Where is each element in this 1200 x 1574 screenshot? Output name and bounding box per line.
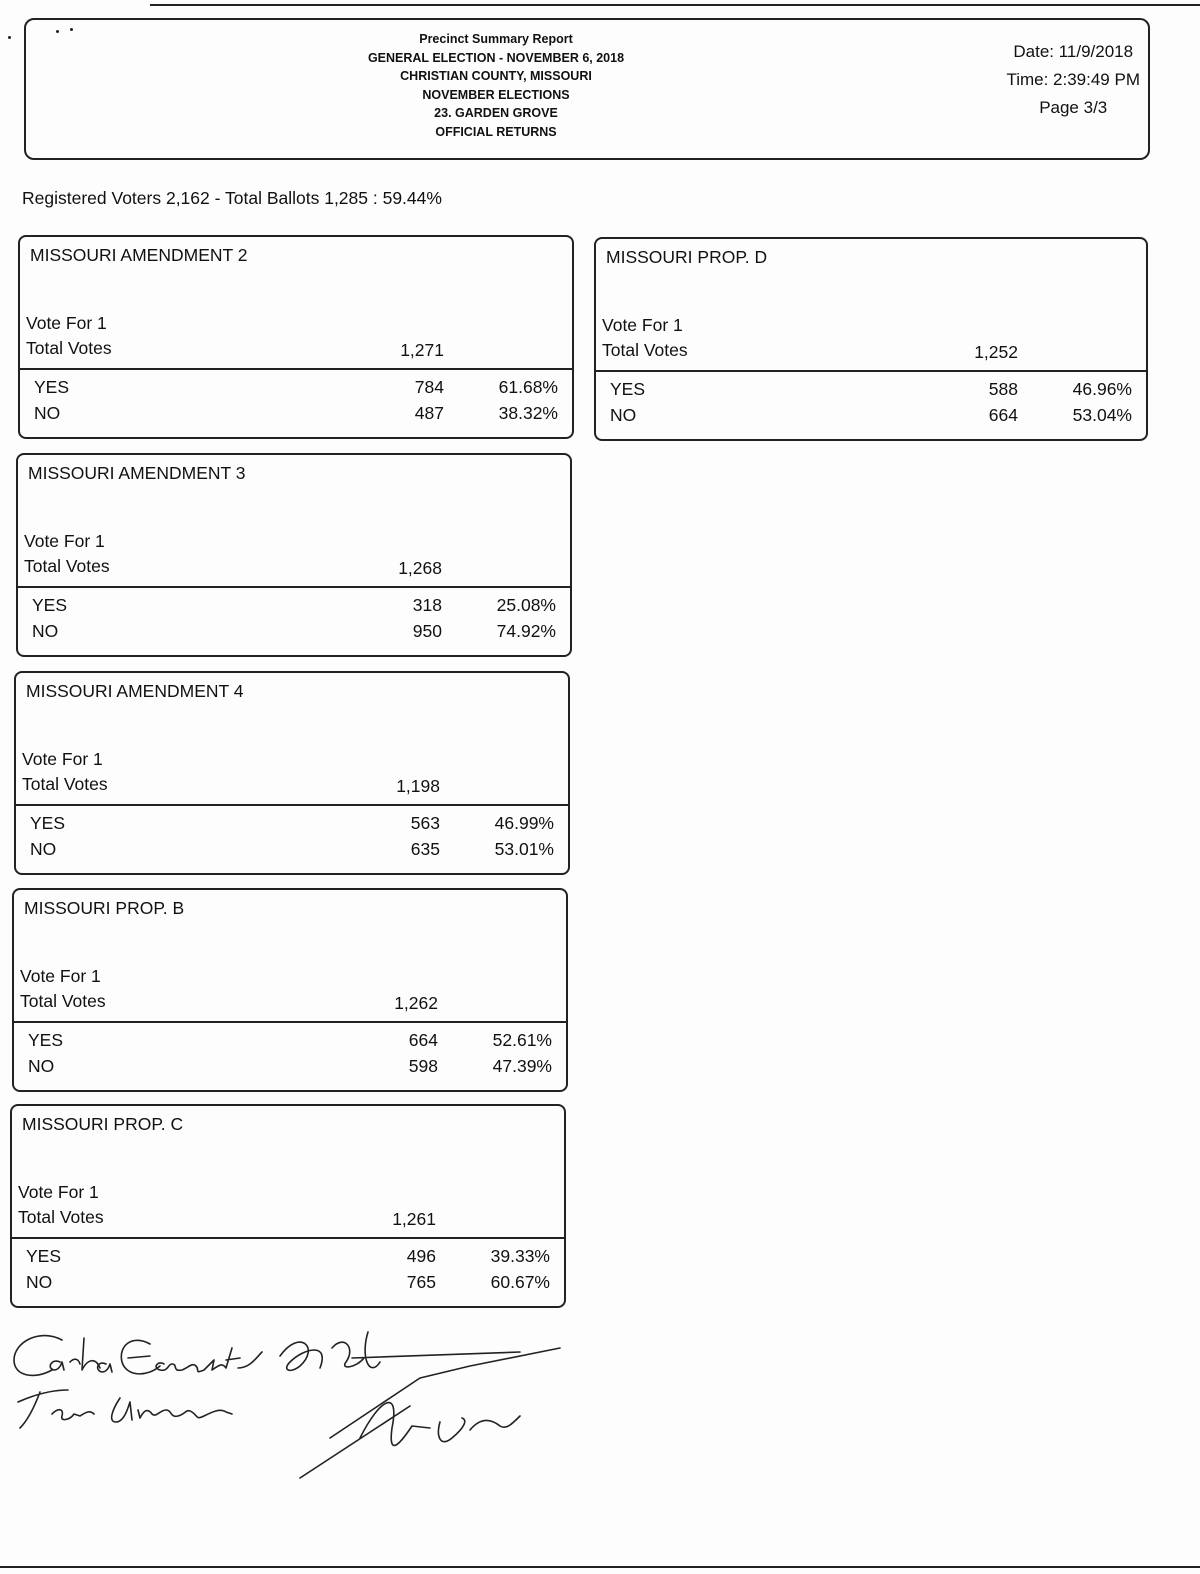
total-votes-label: Total Votes: [20, 991, 106, 1011]
choice-percent: 46.96%: [1072, 379, 1132, 399]
contest-title: MISSOURI AMENDMENT 4: [26, 681, 244, 701]
choice-label: NO: [610, 405, 637, 425]
choice-votes: 784: [414, 377, 444, 397]
choice-row: [14, 1030, 566, 1056]
contest-title: MISSOURI PROP. D: [606, 247, 768, 267]
choice-label: NO: [32, 621, 59, 641]
choice-percent: 60.67%: [490, 1272, 550, 1292]
choice-votes: 664: [408, 1030, 438, 1050]
choice-row: [14, 1056, 566, 1082]
divider: [16, 804, 568, 806]
contest-prop-c: [10, 1104, 566, 1308]
choice-votes: 318: [412, 595, 442, 615]
report-date: Date: 11/9/2018: [1013, 42, 1134, 61]
contest-title: MISSOURI AMENDMENT 2: [30, 245, 248, 265]
scan-speck: [8, 36, 11, 39]
precinct-name: 23. GARDEN GROVE: [434, 106, 558, 120]
report-meta: [1006, 38, 1140, 122]
election-group: NOVEMBER ELECTIONS: [422, 87, 570, 102]
choice-votes: 598: [408, 1056, 438, 1076]
total-votes-label: Total Votes: [602, 340, 688, 360]
total-votes-value: 1,261: [392, 1209, 436, 1229]
contest-amendment-4: [14, 671, 570, 875]
contest-title: MISSOURI AMENDMENT 3: [28, 463, 246, 483]
choice-row: [12, 1246, 564, 1272]
choice-votes: 765: [406, 1272, 436, 1292]
choice-percent: 53.01%: [494, 839, 554, 859]
choice-row: [12, 1272, 564, 1298]
vote-for: Vote For 1: [18, 1182, 99, 1202]
choice-percent: 53.04%: [1072, 405, 1132, 425]
choice-percent: 74.92%: [496, 621, 556, 641]
total-votes-value: 1,268: [398, 558, 442, 578]
page-number: Page 3/3: [1039, 98, 1108, 117]
returns-type: OFFICIAL RETURNS: [435, 124, 557, 139]
total-votes-value: 1,271: [400, 340, 444, 360]
choice-votes: 664: [988, 405, 1018, 425]
choice-percent: 46.99%: [494, 813, 554, 833]
choice-percent: 61.68%: [498, 377, 558, 397]
vote-for: Vote For 1: [22, 749, 103, 769]
divider: [18, 586, 570, 588]
total-votes-value: 1,252: [974, 342, 1018, 362]
choice-row: [20, 403, 572, 429]
choice-row: [16, 813, 568, 839]
choice-percent: 38.32%: [498, 403, 558, 423]
total-votes-label: Total Votes: [22, 774, 108, 794]
total-votes-label: Total Votes: [18, 1207, 104, 1227]
total-votes-label: Total Votes: [26, 338, 112, 358]
bottom-rule: [0, 1566, 1200, 1568]
choice-percent: 47.39%: [492, 1056, 552, 1076]
handwritten-signatures: [0, 1318, 600, 1488]
signature-4: [300, 1348, 560, 1478]
choice-percent: 39.33%: [490, 1246, 550, 1266]
vote-for: Vote For 1: [26, 313, 107, 333]
choice-row: [18, 595, 570, 621]
top-rule: [150, 4, 1200, 6]
divider: [12, 1237, 564, 1239]
signature-2: [280, 1332, 520, 1370]
total-votes-value: 1,198: [396, 776, 440, 796]
contest-title: MISSOURI PROP. B: [24, 898, 185, 918]
total-votes-value: 1,262: [394, 993, 438, 1013]
choice-row: [596, 379, 1146, 405]
contest-amendment-3: [16, 453, 572, 657]
choice-row: [20, 377, 572, 403]
report-time: Time: 2:39:49 PM: [1006, 70, 1140, 89]
choice-votes: 563: [410, 813, 440, 833]
choice-label: YES: [28, 1030, 64, 1050]
total-votes-label: Total Votes: [24, 556, 110, 576]
election-name: GENERAL ELECTION - NOVEMBER 6, 2018: [367, 50, 625, 65]
divider: [596, 370, 1146, 372]
report-title: Precinct Summary Report: [419, 32, 573, 46]
choice-label: YES: [26, 1246, 62, 1266]
choice-label: NO: [28, 1056, 55, 1076]
choice-votes: 588: [988, 379, 1018, 399]
signature-3: [18, 1390, 232, 1428]
choice-row: [18, 621, 570, 647]
choice-votes: 635: [410, 839, 440, 859]
contest-amendment-2: [18, 235, 574, 439]
divider: [20, 368, 572, 370]
report-header: [24, 18, 1150, 160]
choice-votes: 487: [414, 403, 444, 423]
vote-for: Vote For 1: [24, 531, 105, 551]
choice-label: NO: [26, 1272, 53, 1292]
choice-votes: 496: [406, 1246, 436, 1266]
contest-prop-b: [12, 888, 568, 1092]
choice-row: [596, 405, 1146, 431]
choice-percent: 25.08%: [496, 595, 556, 615]
contest-title: MISSOURI PROP. C: [22, 1114, 184, 1134]
choice-label: YES: [32, 595, 68, 615]
choice-percent: 52.61%: [492, 1030, 552, 1050]
choice-label: YES: [34, 377, 70, 397]
divider: [14, 1021, 566, 1023]
county-name: CHRISTIAN COUNTY, MISSOURI: [400, 69, 592, 83]
contest-prop-d: [594, 237, 1148, 441]
choice-label: NO: [30, 839, 57, 859]
choice-label: YES: [30, 813, 66, 833]
signature-1: [14, 1336, 262, 1376]
vote-for: Vote For 1: [20, 966, 101, 986]
vote-for: Vote For 1: [602, 315, 683, 335]
choice-label: NO: [34, 403, 61, 423]
choice-row: [16, 839, 568, 865]
choice-votes: 950: [412, 621, 442, 641]
choice-label: YES: [610, 379, 646, 399]
turnout-summary: Registered Voters 2,162 - Total Ballots 1,285 : 59.44%: [22, 188, 442, 208]
report-title-block: [326, 30, 666, 141]
